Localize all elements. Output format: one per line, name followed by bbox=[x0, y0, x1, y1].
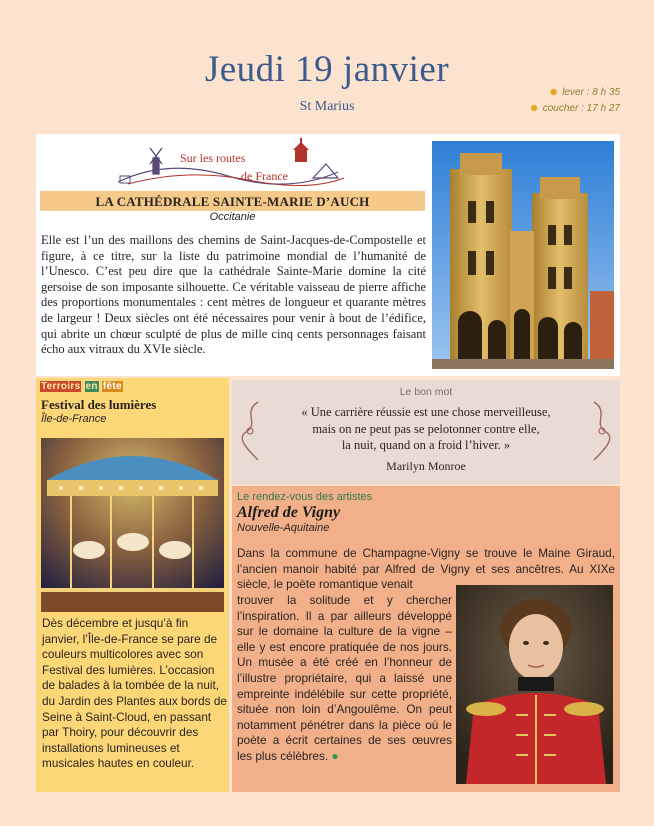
quote-title: Le bon mot bbox=[399, 386, 453, 398]
article-region: Occitanie bbox=[209, 211, 256, 223]
kicker-word: Terroirs bbox=[41, 381, 81, 392]
church-icon bbox=[293, 138, 309, 162]
artist-body-text: trouver la solitude et y chercher l’inspiration. Il a par ailleurs développé sur le domaine la culture de la vigne – elle y est encore pratiquée de nos jours. Un musée a été créé en l’honneur de l’illustre propriétaire, qui a laissé une empreinte indélébile sur cette propriété, située non loin d’Angoulême. On peut notamment pénétrer dans la pièce où le poète a écrit certaines de ses œuvres les plus célèbres. bbox=[237, 593, 452, 763]
cathedral-photo bbox=[432, 141, 614, 369]
page-title: Jeudi 19 janvier bbox=[204, 49, 450, 90]
article-title: LA CATHÉDRALE SAINTE-MARIE D’AUCH bbox=[40, 191, 425, 211]
kicker-word: fête bbox=[102, 381, 122, 392]
quote-line: mais on ne peut pas se pelotonner contre elle, bbox=[312, 421, 540, 436]
artist-body-intro: Dans la commune de Champagne-Vigny se trouve le Maine Giraud, l’ancien manoir habité par Alfred de Vigny et ses ancêtres. Au XIXe siècle, le poète romantique venait bbox=[237, 546, 615, 592]
quote-text bbox=[232, 404, 620, 454]
quote-author: Marilyn Monroe bbox=[386, 459, 466, 473]
festival-body: Dès décembre et jusqu’à fin janvier, l’Île-de-France se pare de couleurs multicolores avec son Festival des lumières. L’occasion de balades à la tombée de la nuit, du Jardin des Plantes aux bords de Seine à Saint-Cloud, en passant par Thoiry, pour découvrir des installations lumineuses et musicales hautes en couleur. bbox=[42, 616, 227, 771]
festival-kicker bbox=[40, 381, 123, 392]
festival-region: Île-de-France bbox=[41, 413, 107, 425]
end-mark-icon: ● bbox=[331, 748, 339, 763]
kicker-word: en bbox=[85, 381, 98, 392]
banner-label-bottom: de France bbox=[241, 169, 288, 183]
carousel-photo bbox=[41, 438, 224, 612]
saint-of-the-day: St Marius bbox=[299, 99, 355, 114]
artist-name: Alfred de Vigny bbox=[237, 504, 341, 521]
sun-icon: ✹ bbox=[529, 103, 539, 115]
quote-line: « Une carrière réussie est une chose merveilleuse, bbox=[301, 405, 551, 419]
sunrise-text: lever : 8 h 35 bbox=[562, 87, 620, 98]
banner-label-top: Sur les routes bbox=[180, 151, 246, 165]
artist-region: Nouvelle-Aquitaine bbox=[237, 522, 330, 534]
sunset-text: coucher : 17 h 27 bbox=[542, 103, 620, 114]
alfred-de-vigny-portrait bbox=[456, 585, 613, 784]
artist-kicker: Le rendez-vous des artistes bbox=[237, 491, 373, 503]
festival-title: Festival des lumières bbox=[41, 397, 157, 412]
mountain-icon bbox=[313, 164, 338, 178]
artist-body-continued bbox=[237, 593, 452, 765]
article-body: Elle est l’un des maillons des chemins de Saint-Jacques-de-Compostelle et figure, à ce titre, sur la liste du patrimoine mondial de l’humanité de l’Unesco. C’est peu dire que la cathédrale Sainte-Marie domine la cité gersoise de son imposante silhouette. Ce véritable vaisseau de pierre affiche des proportions monumentales : cent mètres de longueur et quarante mètres de largeur ! Deux siècles ont été nécessaires pour venir à bout de l’édifice, qui abrite un chœur sculpté de plus de mille cinq cents personnages faisant écho aux vitraux du XVIe siècle. bbox=[41, 233, 426, 357]
sunrise-row bbox=[549, 86, 620, 99]
quote-line: la nuit, quand on a froid l’hiver. » bbox=[341, 438, 511, 452]
sunset-row bbox=[530, 102, 621, 115]
sun-icon: ✹ bbox=[548, 87, 559, 99]
